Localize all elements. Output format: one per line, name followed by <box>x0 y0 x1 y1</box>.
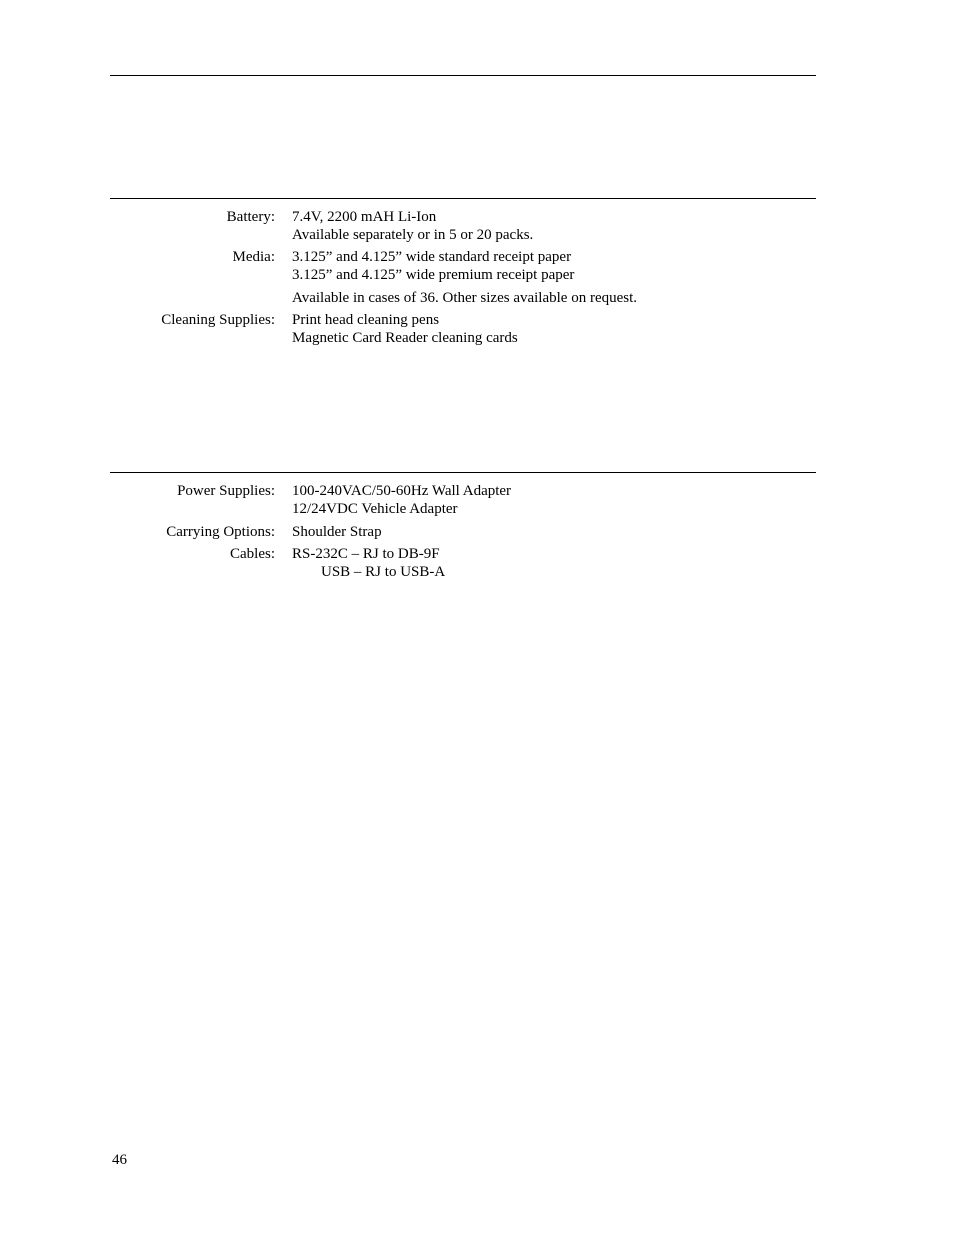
spec-label: Battery: <box>226 209 275 225</box>
supplies-rule <box>110 198 816 199</box>
spec-value: Print head cleaning pens <box>292 312 440 328</box>
spec-value: Available separately or in 5 or 20 packs. <box>292 227 534 243</box>
spec-value: 100-240VAC/50-60Hz Wall Adapter <box>292 483 512 499</box>
spec-value: Shoulder Strap <box>292 524 382 540</box>
spec-label: Media: <box>232 249 275 265</box>
spec-value: 3.125” and 4.125” wide standard receipt paper <box>292 249 572 265</box>
spec-label: Cables: <box>230 546 275 562</box>
spec-value: Magnetic Card Reader cleaning cards <box>292 330 518 346</box>
spec-value: 12/24VDC Vehicle Adapter <box>292 501 458 517</box>
spec-value: Available in cases of 36. Other sizes available on request. <box>292 290 638 306</box>
spec-value: RS-232C – RJ to DB-9F <box>292 546 440 562</box>
spec-label: Carrying Options: <box>166 524 275 540</box>
page-number: 46 <box>112 1152 127 1168</box>
spec-value: 7.4V, 2200 mAH Li-Ion <box>292 209 437 225</box>
header-rule <box>110 75 816 76</box>
spec-label: Cleaning Supplies: <box>161 312 275 328</box>
spec-label: Power Supplies: <box>177 483 275 499</box>
spec-value: USB – RJ to USB-A <box>321 564 446 580</box>
accessories-rule <box>110 472 816 473</box>
spec-value: 3.125” and 4.125” wide premium receipt paper <box>292 267 575 283</box>
